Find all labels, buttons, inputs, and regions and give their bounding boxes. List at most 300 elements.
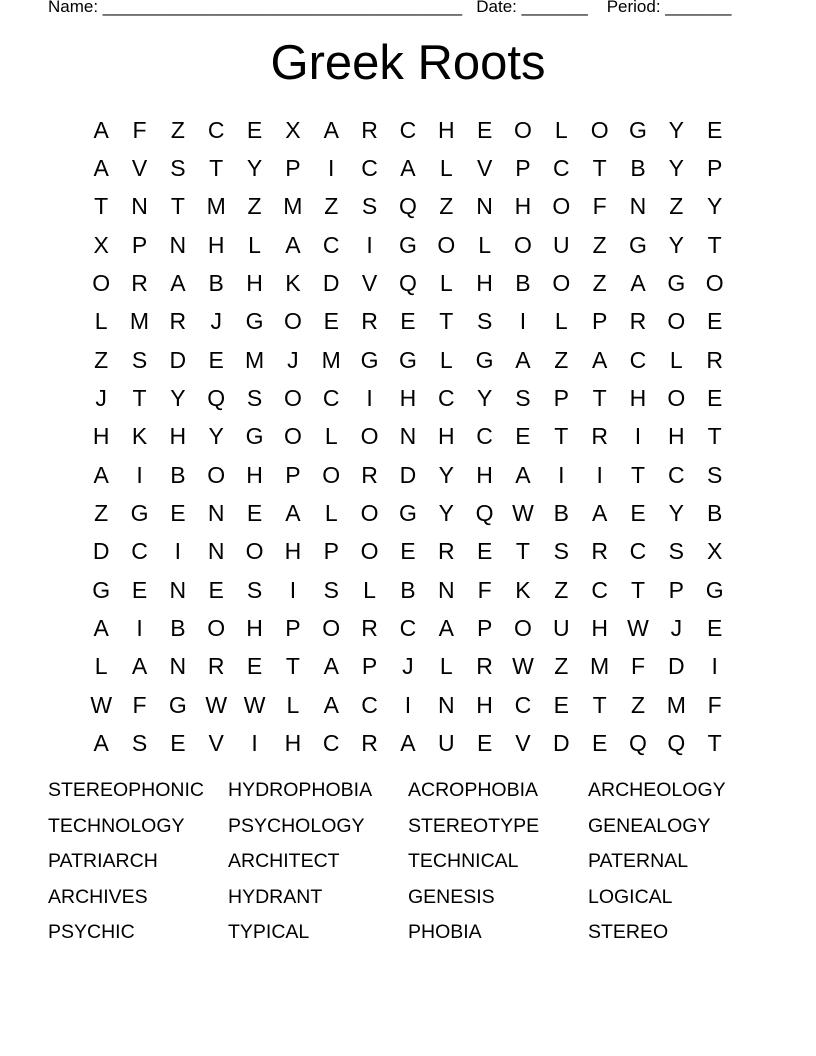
grid-letter[interactable]: G xyxy=(92,576,111,603)
grid-letter[interactable]: U xyxy=(552,231,570,258)
grid-letter[interactable]: J xyxy=(402,653,414,680)
grid-letter[interactable]: T xyxy=(132,385,147,412)
grid-letter[interactable]: L xyxy=(363,576,376,603)
grid-letter[interactable]: T xyxy=(630,461,646,488)
grid-letter[interactable]: N xyxy=(169,231,187,258)
grid-letter[interactable]: Z xyxy=(554,346,569,373)
page-title: Greek Roots xyxy=(270,36,546,90)
grid-letter[interactable]: O xyxy=(360,538,379,565)
grid-letter[interactable]: B xyxy=(208,270,224,297)
grid-letter[interactable]: T xyxy=(94,193,109,220)
grid-letter[interactable]: D xyxy=(399,461,417,488)
grid-letter[interactable]: F xyxy=(132,691,147,718)
grid-letter[interactable]: A xyxy=(285,500,301,527)
grid-letter[interactable]: W xyxy=(627,615,649,642)
grid-letter[interactable]: L xyxy=(669,346,683,373)
grid-letter[interactable]: S xyxy=(131,730,148,757)
grid-letter[interactable]: T xyxy=(707,423,722,450)
grid-letter[interactable]: U xyxy=(552,615,570,642)
grid-letter[interactable]: B xyxy=(553,500,569,527)
grid-letter[interactable]: X xyxy=(707,538,723,565)
grid-letter[interactable]: E xyxy=(170,500,186,527)
period-field[interactable]: Period: _______ xyxy=(606,0,732,16)
word-list-item: STEREOTYPE xyxy=(408,814,540,837)
grid-letter[interactable]: E xyxy=(630,500,646,527)
grid-letter[interactable]: C xyxy=(437,385,455,412)
grid-letter[interactable]: K xyxy=(131,423,148,450)
grid-letter[interactable]: Y xyxy=(170,385,186,412)
grid-letter[interactable]: L xyxy=(94,308,108,335)
grid-letter[interactable]: Z xyxy=(94,346,109,373)
grid-letter[interactable]: P xyxy=(668,576,684,603)
grid-letter[interactable]: Z xyxy=(592,231,607,258)
grid-letter[interactable]: J xyxy=(210,308,222,335)
grid-letter[interactable]: O xyxy=(705,270,724,297)
grid-letter[interactable]: S xyxy=(476,308,493,335)
grid-letter[interactable]: O xyxy=(514,116,532,143)
name-field[interactable]: Name: ______________________________________ xyxy=(48,0,463,16)
grid-letter[interactable]: A xyxy=(93,116,109,143)
grid-letter[interactable]: Q xyxy=(475,500,494,527)
grid-letter[interactable]: B xyxy=(515,270,531,297)
grid-letter[interactable]: S xyxy=(246,385,263,412)
grid-letter[interactable]: P xyxy=(361,653,378,680)
grid-letter[interactable]: E xyxy=(208,346,224,373)
grid-letter[interactable]: C xyxy=(207,116,225,143)
grid-letter[interactable]: S xyxy=(170,155,186,182)
grid-letter[interactable]: L xyxy=(554,308,568,335)
grid-letter[interactable]: D xyxy=(322,270,340,297)
grid-letter[interactable]: N xyxy=(169,653,187,680)
grid-letter[interactable]: A xyxy=(591,500,608,527)
grid-letter[interactable]: I xyxy=(519,308,527,335)
grid-letter[interactable]: C xyxy=(399,116,417,143)
grid-letter[interactable]: H xyxy=(476,270,493,297)
grid-letter[interactable]: C xyxy=(131,538,148,565)
grid-letter[interactable]: H xyxy=(169,423,187,450)
grid-letter[interactable]: A xyxy=(93,155,109,182)
grid-letter[interactable]: A xyxy=(438,615,454,642)
grid-letter[interactable]: Z xyxy=(554,576,569,603)
grid-letter[interactable]: W xyxy=(90,691,113,718)
grid-row xyxy=(82,648,734,686)
grid-letter[interactable]: S xyxy=(361,193,378,220)
grid-letter[interactable]: W xyxy=(512,500,534,527)
grid-letter[interactable]: C xyxy=(361,691,378,718)
grid-letter[interactable]: C xyxy=(322,231,340,258)
grid-letter[interactable]: C xyxy=(322,385,340,412)
grid-letter[interactable]: Y xyxy=(668,500,684,527)
grid-letter[interactable]: P xyxy=(553,385,569,412)
grid-letter[interactable]: O xyxy=(552,270,571,297)
grid-letter[interactable]: S xyxy=(553,538,569,565)
grid-letter[interactable]: M xyxy=(283,193,303,220)
grid-row xyxy=(82,609,734,647)
grid-letter[interactable]: F xyxy=(630,653,646,680)
grid-letter[interactable]: E xyxy=(707,615,723,642)
grid-letter[interactable]: Z xyxy=(94,500,109,527)
grid-letter[interactable]: P xyxy=(285,155,301,182)
grid-letter[interactable]: Q xyxy=(398,270,417,297)
grid-letter[interactable]: P xyxy=(323,538,339,565)
grid-letter[interactable]: T xyxy=(515,538,530,565)
grid-letter[interactable]: G xyxy=(667,270,686,297)
grid-letter[interactable]: G xyxy=(398,231,417,258)
grid-letter[interactable]: U xyxy=(437,730,455,757)
grid-letter[interactable]: E xyxy=(246,500,263,527)
grid-letter[interactable]: G xyxy=(629,116,647,143)
grid-letter[interactable]: T xyxy=(707,231,722,258)
grid-letter[interactable]: G xyxy=(168,691,187,718)
grid-letter[interactable]: E xyxy=(707,116,723,143)
grid-letter[interactable]: W xyxy=(243,691,266,718)
grid-letter[interactable]: O xyxy=(360,500,379,527)
word-list xyxy=(48,779,768,957)
grid-letter[interactable]: X xyxy=(93,231,109,258)
grid-letter[interactable]: X xyxy=(285,116,301,143)
grid-letter[interactable]: H xyxy=(437,116,455,143)
grid-letter[interactable]: A xyxy=(323,116,339,143)
grid-letter[interactable]: H xyxy=(246,615,263,642)
grid-letter[interactable]: O xyxy=(283,385,302,412)
grid-letter[interactable]: E xyxy=(323,308,339,335)
grid-letter[interactable]: L xyxy=(478,231,491,258)
grid-letter[interactable]: E xyxy=(246,653,263,680)
grid-letter[interactable]: Y xyxy=(668,116,684,143)
grid-letter[interactable]: S xyxy=(515,385,531,412)
grid-letter[interactable]: L xyxy=(439,155,453,182)
grid-letter[interactable]: M xyxy=(590,653,610,680)
grid-letter[interactable]: H xyxy=(207,231,225,258)
grid-letter[interactable]: N xyxy=(131,193,148,220)
grid-letter[interactable]: T xyxy=(592,385,607,412)
grid-letter[interactable]: E xyxy=(553,691,569,718)
grid-letter[interactable]: A xyxy=(515,346,531,373)
grid-letter[interactable]: S xyxy=(707,461,723,488)
grid-letter[interactable]: H xyxy=(629,385,647,412)
grid-letter[interactable]: B xyxy=(400,576,416,603)
grid-letter[interactable]: H xyxy=(591,615,608,642)
grid-letter[interactable]: E xyxy=(400,538,416,565)
letter-grid xyxy=(82,111,734,763)
grid-letter[interactable]: P xyxy=(707,155,723,182)
grid-letter[interactable]: E xyxy=(208,576,224,603)
grid-letter[interactable]: O xyxy=(283,423,302,450)
grid-letter[interactable]: P xyxy=(285,461,301,488)
grid-letter[interactable]: P xyxy=(285,615,301,642)
grid-letter[interactable]: O xyxy=(207,461,226,488)
grid-letter[interactable]: E xyxy=(476,538,493,565)
grid-letter[interactable]: O xyxy=(590,116,609,143)
grid-letter[interactable]: H xyxy=(668,423,685,450)
grid-letter[interactable]: O xyxy=(514,615,532,642)
grid-letter[interactable]: N xyxy=(169,576,187,603)
grid-letter[interactable]: H xyxy=(514,193,532,220)
grid-letter[interactable]: Q xyxy=(207,385,226,412)
grid-letter[interactable]: H xyxy=(399,385,417,412)
grid-letter[interactable]: Z xyxy=(247,193,262,220)
grid-letter[interactable]: B xyxy=(630,155,646,182)
grid-letter[interactable]: H xyxy=(284,730,302,757)
grid-letter[interactable]: R xyxy=(361,461,378,488)
grid-letter[interactable]: O xyxy=(283,308,302,335)
grid-letter[interactable]: V xyxy=(208,730,224,757)
grid-letter[interactable]: N xyxy=(437,691,455,718)
grid-letter[interactable]: E xyxy=(591,730,608,757)
grid-letter[interactable]: H xyxy=(284,538,302,565)
grid-letter[interactable]: Z xyxy=(669,193,684,220)
grid-letter[interactable]: E xyxy=(707,385,723,412)
grid-letter[interactable]: T xyxy=(707,730,722,757)
grid-letter[interactable]: F xyxy=(132,116,147,143)
grid-letter[interactable]: A xyxy=(400,155,416,182)
grid-letter[interactable]: A xyxy=(323,691,339,718)
grid-letter[interactable]: B xyxy=(170,461,186,488)
grid-letter[interactable]: I xyxy=(711,653,718,680)
grid-letter[interactable]: I xyxy=(404,691,412,718)
grid-letter[interactable]: N xyxy=(207,538,225,565)
grid-letter[interactable]: H xyxy=(476,691,493,718)
grid-letter[interactable]: Y xyxy=(246,155,263,182)
grid-letter[interactable]: V xyxy=(476,155,493,182)
date-field[interactable]: Date: _______ xyxy=(476,0,588,16)
grid-letter[interactable]: T xyxy=(554,423,569,450)
grid-letter[interactable]: R xyxy=(361,116,378,143)
grid-letter[interactable]: D xyxy=(169,346,187,373)
grid-letter[interactable]: S xyxy=(131,346,148,373)
grid-letter[interactable]: L xyxy=(94,653,108,680)
grid-letter[interactable]: O xyxy=(360,423,379,450)
grid-letter[interactable]: E xyxy=(400,308,416,335)
grid-letter[interactable]: Z xyxy=(324,193,339,220)
grid-letter[interactable]: A xyxy=(131,653,148,680)
grid-letter[interactable]: C xyxy=(399,615,417,642)
grid-letter[interactable]: M xyxy=(206,193,226,220)
grid-letter[interactable]: G xyxy=(130,500,149,527)
grid-letter[interactable]: A xyxy=(515,461,531,488)
grid-letter[interactable]: Y xyxy=(668,231,684,258)
grid-letter[interactable]: I xyxy=(328,155,335,182)
grid-letter[interactable]: C xyxy=(668,461,685,488)
grid-letter[interactable]: J xyxy=(670,615,683,642)
grid-letter[interactable]: C xyxy=(552,155,570,182)
grid-letter[interactable]: Y xyxy=(476,385,493,412)
grid-letter[interactable]: O xyxy=(552,193,571,220)
grid-letter[interactable]: D xyxy=(552,730,570,757)
grid-letter[interactable]: A xyxy=(400,730,416,757)
grid-letter[interactable]: H xyxy=(246,461,263,488)
grid-letter[interactable]: T xyxy=(170,193,185,220)
grid-letter[interactable]: H xyxy=(246,270,263,297)
grid-letter[interactable]: G xyxy=(245,308,264,335)
grid-letter[interactable]: O xyxy=(245,538,264,565)
grid-letter[interactable]: I xyxy=(366,231,373,258)
grid-letter[interactable]: C xyxy=(591,576,608,603)
grid-letter[interactable]: G xyxy=(475,346,494,373)
grid-letter[interactable]: N xyxy=(629,193,647,220)
grid-letter[interactable]: N xyxy=(207,500,225,527)
grid-letter[interactable]: O xyxy=(322,461,341,488)
grid-letter[interactable]: Y xyxy=(438,461,454,488)
grid-letter[interactable]: H xyxy=(92,423,110,450)
grid-letter[interactable]: R xyxy=(437,538,455,565)
grid-letter[interactable]: G xyxy=(398,500,417,527)
grid-letter[interactable]: M xyxy=(321,346,341,373)
grid-letter[interactable]: H xyxy=(437,423,455,450)
grid-letter[interactable]: O xyxy=(667,308,686,335)
grid-letter[interactable]: S xyxy=(246,576,263,603)
grid-letter[interactable]: B xyxy=(707,500,723,527)
grid-letter[interactable]: L xyxy=(554,116,568,143)
grid-letter[interactable]: R xyxy=(361,308,378,335)
grid-letter[interactable]: C xyxy=(514,691,532,718)
grid-letter[interactable]: Z xyxy=(630,691,646,718)
grid-letter[interactable]: O xyxy=(437,231,456,258)
grid-letter[interactable]: M xyxy=(666,691,686,718)
grid-letter[interactable]: W xyxy=(512,653,534,680)
grid-letter[interactable]: C xyxy=(476,423,493,450)
grid-letter[interactable]: Y xyxy=(707,193,723,220)
grid-letter[interactable]: G xyxy=(245,423,264,450)
grid-letter[interactable]: E xyxy=(476,116,493,143)
grid-letter[interactable]: G xyxy=(629,231,647,258)
grid-letter[interactable]: W xyxy=(205,691,228,718)
grid-letter[interactable]: T xyxy=(285,653,300,680)
grid-letter[interactable]: V xyxy=(361,270,378,297)
grid-letter[interactable]: I xyxy=(174,538,182,565)
grid-letter[interactable]: Z xyxy=(554,653,569,680)
grid-letter[interactable]: J xyxy=(287,346,299,373)
grid-letter[interactable]: I xyxy=(136,615,143,642)
grid-letter[interactable]: A xyxy=(170,270,186,297)
grid-letter[interactable]: T xyxy=(439,308,454,335)
grid-letter[interactable]: P xyxy=(131,231,148,258)
grid-letter[interactable]: I xyxy=(289,576,297,603)
grid-letter[interactable]: F xyxy=(592,193,607,220)
grid-letter[interactable]: R xyxy=(629,308,647,335)
grid-letter[interactable]: P xyxy=(591,308,608,335)
grid-letter[interactable]: M xyxy=(129,308,150,335)
grid-letter[interactable]: Y xyxy=(438,500,454,527)
grid-letter[interactable]: O xyxy=(514,231,532,258)
grid-letter[interactable]: O xyxy=(322,615,341,642)
grid-letter[interactable]: K xyxy=(285,270,301,297)
grid-letter[interactable]: L xyxy=(286,691,300,718)
grid-letter[interactable]: A xyxy=(591,346,608,373)
grid-letter[interactable]: T xyxy=(209,155,224,182)
grid-letter[interactable]: V xyxy=(515,730,531,757)
grid-letter[interactable]: N xyxy=(476,193,493,220)
grid-letter[interactable]: Q xyxy=(629,730,647,757)
grid-letter[interactable]: A xyxy=(93,461,109,488)
grid-letter[interactable]: F xyxy=(477,576,492,603)
grid-letter[interactable]: Y xyxy=(208,423,224,450)
grid-letter[interactable]: K xyxy=(515,576,531,603)
grid-letter[interactable]: R xyxy=(591,538,608,565)
grid-letter[interactable]: J xyxy=(95,385,107,412)
grid-letter[interactable]: R xyxy=(361,730,378,757)
grid-letter[interactable]: G xyxy=(398,346,417,373)
grid-letter[interactable]: Y xyxy=(668,155,684,182)
grid-letter[interactable]: A xyxy=(323,653,339,680)
grid-letter[interactable]: L xyxy=(248,231,261,258)
grid-letter[interactable]: T xyxy=(592,691,607,718)
grid-letter[interactable]: R xyxy=(591,423,608,450)
grid-letter[interactable]: D xyxy=(92,538,110,565)
grid-letter[interactable]: P xyxy=(515,155,531,182)
grid-letter[interactable]: D xyxy=(668,653,685,680)
grid-letter[interactable]: T xyxy=(592,155,607,182)
grid-letter[interactable]: I xyxy=(596,461,603,488)
grid-letter[interactable]: G xyxy=(360,346,379,373)
grid-letter[interactable]: A xyxy=(285,231,301,258)
grid-letter[interactable]: L xyxy=(324,423,338,450)
grid-letter[interactable]: O xyxy=(92,270,111,297)
grid-letter[interactable]: E xyxy=(131,576,148,603)
grid-letter[interactable]: Q xyxy=(398,193,417,220)
grid-letter[interactable]: F xyxy=(707,691,722,718)
grid-letter[interactable]: N xyxy=(399,423,417,450)
grid-letter[interactable]: G xyxy=(705,576,724,603)
grid-letter[interactable]: R xyxy=(207,653,225,680)
grid-letter[interactable]: E xyxy=(170,730,186,757)
grid-letter[interactable]: T xyxy=(630,576,646,603)
grid-letter[interactable]: I xyxy=(251,730,258,757)
grid-letter[interactable]: R xyxy=(169,308,187,335)
grid-letter[interactable]: M xyxy=(244,346,265,373)
grid-letter[interactable]: A xyxy=(93,615,109,642)
grid-letter[interactable]: C xyxy=(629,538,647,565)
grid-letter[interactable]: A xyxy=(630,270,646,297)
grid-letter[interactable]: B xyxy=(170,615,186,642)
grid-letter[interactable]: S xyxy=(323,576,339,603)
grid-letter[interactable]: C xyxy=(361,155,378,182)
grid-letter[interactable]: V xyxy=(131,155,148,182)
grid-letter[interactable]: Q xyxy=(667,730,686,757)
grid-letter[interactable]: A xyxy=(93,730,109,757)
grid-letter[interactable]: E xyxy=(515,423,531,450)
grid-letter[interactable]: C xyxy=(629,346,647,373)
grid-letter[interactable]: Z xyxy=(170,116,185,143)
grid-letter[interactable]: L xyxy=(324,500,338,527)
grid-letter[interactable]: L xyxy=(439,270,453,297)
grid-letter[interactable]: N xyxy=(437,576,455,603)
grid-letter[interactable]: R xyxy=(476,653,493,680)
grid-letter[interactable]: O xyxy=(667,385,686,412)
grid-letter[interactable]: O xyxy=(207,615,226,642)
grid-letter[interactable]: L xyxy=(439,346,453,373)
word-list-item: STEREOPHONIC xyxy=(48,779,205,801)
grid-letter[interactable]: R xyxy=(131,270,148,297)
grid-letter[interactable]: I xyxy=(366,385,373,412)
grid-letter[interactable]: R xyxy=(706,346,723,373)
grid-letter[interactable]: H xyxy=(476,461,493,488)
grid-letter[interactable]: P xyxy=(476,615,493,642)
grid-letter[interactable]: E xyxy=(707,308,723,335)
grid-letter[interactable]: Z xyxy=(592,270,607,297)
word-list-item: TECHNOLOGY xyxy=(48,814,185,837)
grid-letter[interactable]: I xyxy=(136,461,143,488)
grid-letter[interactable]: C xyxy=(322,730,340,757)
grid-letter[interactable]: E xyxy=(476,730,493,757)
grid-letter[interactable]: I xyxy=(558,461,565,488)
grid-letter[interactable]: Z xyxy=(439,193,454,220)
grid-letter[interactable]: R xyxy=(361,615,378,642)
grid-letter[interactable]: I xyxy=(634,423,642,450)
grid-letter[interactable]: L xyxy=(439,653,453,680)
grid-letter[interactable]: E xyxy=(246,116,263,143)
grid-letter[interactable]: S xyxy=(668,538,684,565)
